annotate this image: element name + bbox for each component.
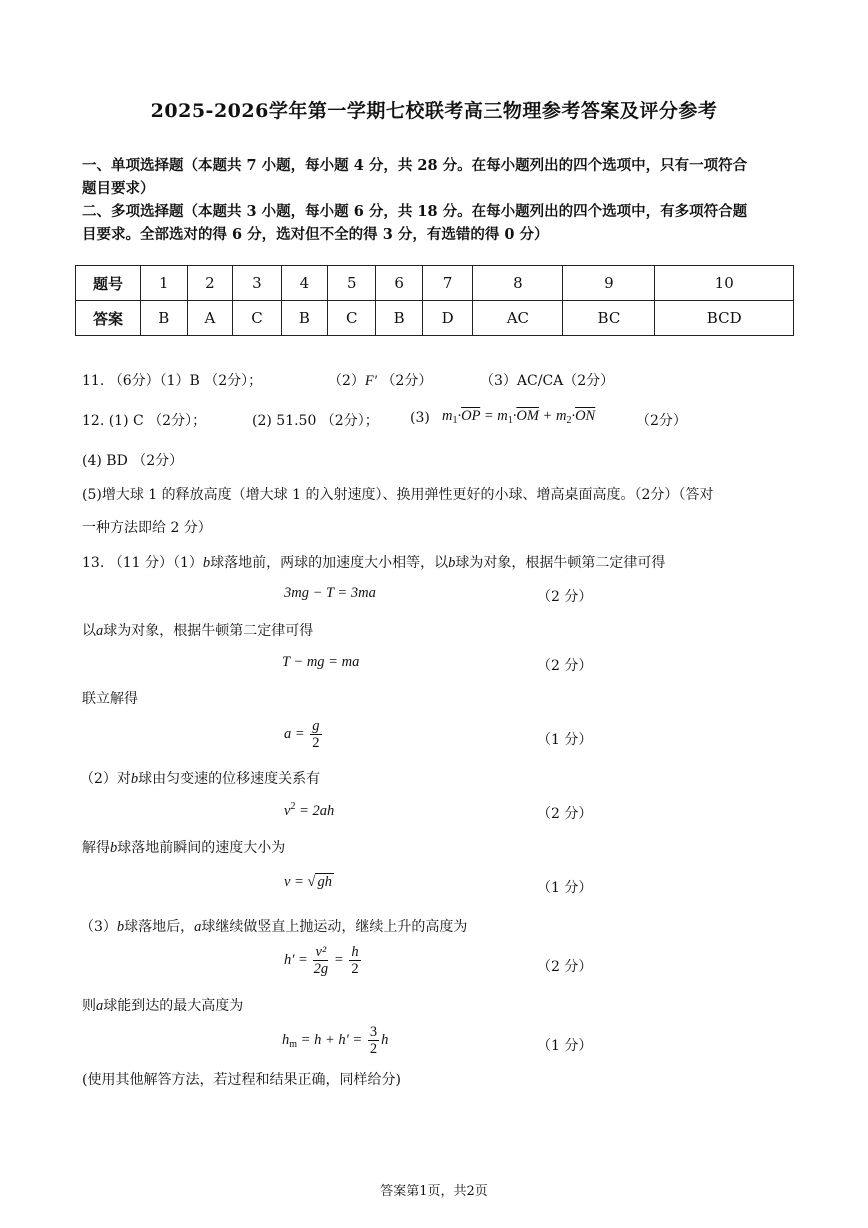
question-number: 2	[187, 266, 233, 301]
row-label-number: 题号	[76, 266, 141, 301]
answer-cell: B	[281, 301, 328, 336]
q13-score-7: （1 分）	[537, 1038, 593, 1054]
q13-score-4: （2 分）	[537, 806, 593, 822]
q11-fprime: F′	[364, 373, 377, 389]
q11-part3: （3）AC/CA（2分）	[480, 373, 615, 389]
section1-line1: 一、单项选择题（本题共 7 小题，每小题 4 分，共 28 分。在每小题列出的四个选项中，只有一项符合	[82, 157, 748, 174]
q13-equation-2: T − mg = ma	[282, 654, 360, 670]
question-number: 7	[422, 266, 472, 301]
q13-intro: 13. （11 分）（1）b球落地前，两球的加速度大小相等，以b球为对象，根据牛顿第二定律可得	[82, 555, 666, 571]
section2-line1: 二、多项选择题（本题共 3 小题，每小题 6 分，共 18 分。在每小题列出的四个选项中，有多项符合题	[82, 203, 748, 220]
q13-score-6: （2 分）	[537, 959, 593, 975]
q13-equation-4: $v^2 = 2ah$	[284, 801, 335, 819]
q12-part5-line2: 一种方法即给 2 分）	[82, 520, 212, 536]
q12-part3-label: (3)	[410, 410, 430, 426]
q13-equation-7: $h_m = h + h'$ = $\frac{3}{2}$ h	[282, 1024, 389, 1057]
q11-part2-label: （2）	[328, 373, 365, 389]
q12-part1: 12. (1) C （2分）；	[82, 413, 207, 429]
q13-equation-5: v = √ gh	[284, 874, 332, 890]
section1-line2: 题目要求）	[82, 180, 155, 197]
q12-part4: (4) BD （2分）	[82, 453, 184, 469]
page-title: 2025-2026学年第一学期七校联考高三物理参考答案及评分参考	[150, 100, 718, 122]
q13-score-5: （1 分）	[537, 880, 593, 896]
question-number: 10	[655, 266, 794, 301]
q13-score-3: （1 分）	[537, 732, 593, 748]
q13-score-2: （2 分）	[537, 658, 593, 674]
q11-part1: 11. （6分）（1）B （2分）；	[82, 373, 263, 389]
page-footer: 答案第1页，共2页	[380, 1184, 488, 1199]
q13-equation-6: h′ = $\frac{\text{v²}}{2g}$ = $\frac{h}{2}$	[284, 944, 359, 977]
answer-table-number-row	[76, 266, 794, 301]
q13-score-1: （2 分）	[537, 589, 593, 605]
answer-cell: B	[376, 301, 423, 336]
answer-cell: AC	[473, 301, 563, 336]
q13-a-line: 以a球为对象，根据牛顿第二定律可得	[82, 623, 314, 639]
question-number: 1	[141, 266, 188, 301]
q13-note: (使用其他解答方法，若过程和结果正确，同样给分)	[82, 1072, 401, 1088]
q13-part2-line: （2）对b球由匀变速的位移速度关系有	[80, 771, 321, 787]
answer-table-answer-row	[76, 301, 794, 336]
question-number: 5	[328, 266, 376, 301]
q12-momentum-equation: $m_1\cdot\overline{OP} = m_1\cdot\overline{OM} + m_2\cdot\overline{ON}$	[442, 408, 596, 426]
q13-part3-line: （3）b球落地后，a球继续做竖直上抛运动，继续上升的高度为	[80, 919, 468, 935]
q12-part3-score: （2分）	[636, 413, 687, 429]
question-number: 6	[376, 266, 423, 301]
answer-cell: D	[422, 301, 472, 336]
question-number: 4	[281, 266, 328, 301]
q12-part5-line1: (5)增大球 1 的释放高度（增大球 1 的入射速度）、换用弹性更好的小球、增高桌面高度。（2分）（答对	[82, 487, 714, 503]
answer-cell: C	[328, 301, 376, 336]
q13-solve-v-line: 解得b球落地前瞬间的速度大小为	[82, 840, 286, 856]
question-number: 9	[563, 266, 655, 301]
answer-cell: BC	[563, 301, 655, 336]
row-label-answer: 答案	[76, 301, 141, 336]
answer-cell: A	[187, 301, 233, 336]
q13-equation-1: 3mg − T = 3ma	[284, 585, 376, 601]
q11-part2-score: （2分）	[381, 373, 433, 389]
answer-cell: B	[141, 301, 188, 336]
answer-table	[75, 265, 794, 336]
question-number: 8	[473, 266, 563, 301]
question-number: 3	[233, 266, 281, 301]
answer-cell: C	[233, 301, 281, 336]
q13-solve-label: 联立解得	[82, 691, 138, 707]
q12-part2: (2) 51.50 （2分）；	[252, 413, 379, 429]
q13-max-height-line: 则a球能到达的最大高度为	[82, 998, 244, 1014]
section2-line2: 目要求。全部选对的得 6 分，选对但不全的得 3 分，有选错的得 0 分）	[82, 226, 549, 243]
q13-equation-3: a = $\frac{g}{2}$	[284, 718, 320, 751]
q11-part2	[328, 370, 432, 390]
answer-cell: BCD	[655, 301, 794, 336]
